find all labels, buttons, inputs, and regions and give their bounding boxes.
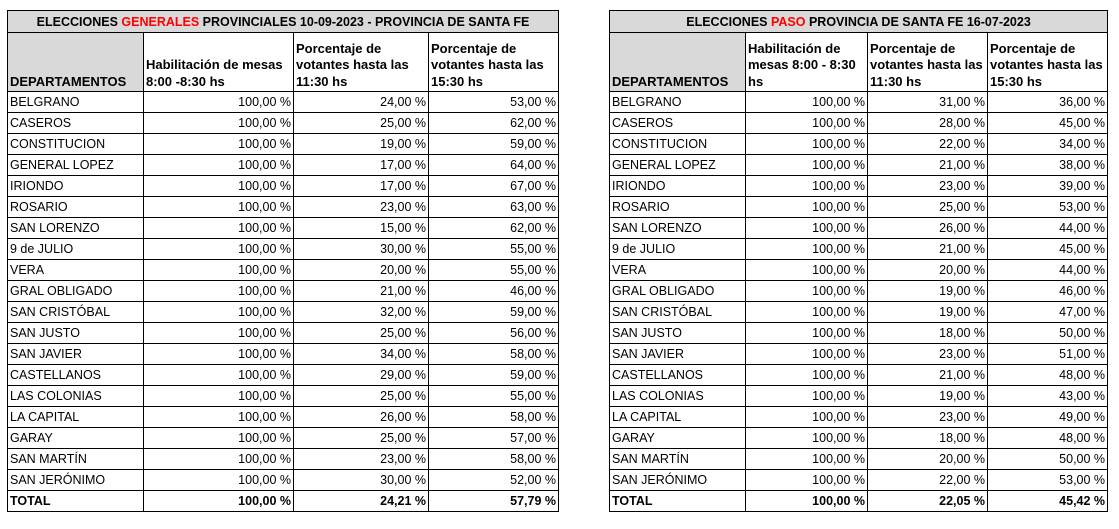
percent-cell: 17,00 %	[294, 155, 429, 176]
percent-cell: 23,00 %	[868, 344, 988, 365]
percent-cell: 48,00 %	[988, 428, 1108, 449]
percent-cell: 31,00 %	[868, 92, 988, 113]
percent-cell: 64,00 %	[429, 155, 559, 176]
col-header-votantes-1130: Porcentaje de votantes hasta las 11:30 hs	[294, 33, 429, 92]
generales-table	[7, 10, 559, 512]
departamento-cell: GARAY	[8, 428, 144, 449]
table-row	[610, 281, 1108, 302]
departamento-cell: VERA	[8, 260, 144, 281]
percent-cell: 100,00 %	[144, 407, 294, 428]
percent-cell: 50,00 %	[988, 323, 1108, 344]
col-header-habilitacion: Habilitación de mesas 8:00 -8:30 hs	[144, 33, 294, 92]
percent-cell: 25,00 %	[294, 113, 429, 134]
departamento-cell: SAN MARTÍN	[8, 449, 144, 470]
departamento-cell: GENERAL LOPEZ	[610, 155, 746, 176]
departamento-cell: LAS COLONIAS	[8, 386, 144, 407]
paso-highlight: PASO	[771, 14, 806, 29]
table-row	[8, 260, 559, 281]
percent-cell: 62,00 %	[429, 113, 559, 134]
percent-cell: 59,00 %	[429, 134, 559, 155]
departamento-cell: SAN LORENZO	[8, 218, 144, 239]
percent-cell: 39,00 %	[988, 176, 1108, 197]
table-row	[8, 407, 559, 428]
percent-cell: 100,00 %	[746, 239, 868, 260]
table-row	[8, 344, 559, 365]
percent-cell: 52,00 %	[429, 470, 559, 491]
percent-cell: 38,00 %	[988, 155, 1108, 176]
percent-cell: 100,00 %	[144, 155, 294, 176]
total-value: 45,42 %	[988, 491, 1108, 512]
departamento-cell: GRAL OBLIGADO	[610, 281, 746, 302]
percent-cell: 23,00 %	[868, 176, 988, 197]
percent-cell: 22,00 %	[868, 470, 988, 491]
percent-cell: 32,00 %	[294, 302, 429, 323]
percent-cell: 25,00 %	[294, 386, 429, 407]
percent-cell: 100,00 %	[144, 365, 294, 386]
percent-cell: 23,00 %	[868, 407, 988, 428]
percent-cell: 100,00 %	[144, 386, 294, 407]
percent-cell: 26,00 %	[294, 407, 429, 428]
table-row	[610, 428, 1108, 449]
departamento-cell: CASTELLANOS	[610, 365, 746, 386]
departamento-cell: LA CAPITAL	[610, 407, 746, 428]
percent-cell: 67,00 %	[429, 176, 559, 197]
percent-cell: 26,00 %	[868, 218, 988, 239]
table-row	[8, 92, 559, 113]
percent-cell: 44,00 %	[988, 260, 1108, 281]
departamento-cell: SAN LORENZO	[610, 218, 746, 239]
percent-cell: 100,00 %	[746, 197, 868, 218]
percent-cell: 59,00 %	[429, 365, 559, 386]
percent-cell: 55,00 %	[429, 239, 559, 260]
percent-cell: 53,00 %	[988, 197, 1108, 218]
percent-cell: 53,00 %	[429, 92, 559, 113]
departamento-cell: SAN JAVIER	[610, 344, 746, 365]
table-row	[8, 428, 559, 449]
percent-cell: 100,00 %	[144, 260, 294, 281]
col-header-departamentos: DEPARTAMENTOS	[610, 33, 746, 92]
percent-cell: 19,00 %	[868, 281, 988, 302]
table-row	[610, 113, 1108, 134]
table-row	[610, 197, 1108, 218]
table-row	[8, 239, 559, 260]
percent-cell: 44,00 %	[988, 218, 1108, 239]
percent-cell: 21,00 %	[294, 281, 429, 302]
percent-cell: 100,00 %	[746, 323, 868, 344]
percent-cell: 100,00 %	[746, 407, 868, 428]
percent-cell: 24,00 %	[294, 92, 429, 113]
total-label: TOTAL	[610, 491, 746, 512]
percent-cell: 62,00 %	[429, 218, 559, 239]
departamento-cell: GARAY	[610, 428, 746, 449]
percent-cell: 100,00 %	[746, 218, 868, 239]
total-row	[8, 491, 559, 512]
percent-cell: 100,00 %	[746, 113, 868, 134]
percent-cell: 19,00 %	[868, 302, 988, 323]
percent-cell: 100,00 %	[144, 113, 294, 134]
percent-cell: 15,00 %	[294, 218, 429, 239]
departamento-cell: BELGRANO	[8, 92, 144, 113]
col-header-votantes-1530: Porcentaje de votantes hasta las 15:30 hs	[988, 33, 1108, 92]
percent-cell: 100,00 %	[144, 176, 294, 197]
paso-title: ELECCIONES PASO PROVINCIA DE SANTA FE 16-07-2023	[610, 11, 1108, 33]
percent-cell: 25,00 %	[294, 323, 429, 344]
percent-cell: 53,00 %	[988, 470, 1108, 491]
col-header-votantes-1530: Porcentaje de votantes hasta las 15:30 hs	[429, 33, 559, 92]
percent-cell: 57,00 %	[429, 428, 559, 449]
percent-cell: 23,00 %	[294, 449, 429, 470]
percent-cell: 46,00 %	[429, 281, 559, 302]
table-row	[8, 197, 559, 218]
percent-cell: 21,00 %	[868, 155, 988, 176]
percent-cell: 20,00 %	[868, 449, 988, 470]
total-value: 24,21 %	[294, 491, 429, 512]
total-value: 22,05 %	[868, 491, 988, 512]
table-row	[8, 365, 559, 386]
percent-cell: 58,00 %	[429, 407, 559, 428]
percent-cell: 43,00 %	[988, 386, 1108, 407]
percent-cell: 100,00 %	[746, 176, 868, 197]
total-row	[610, 491, 1108, 512]
table-row	[610, 302, 1108, 323]
table-row	[8, 386, 559, 407]
total-label: TOTAL	[8, 491, 144, 512]
percent-cell: 21,00 %	[868, 365, 988, 386]
percent-cell: 100,00 %	[746, 386, 868, 407]
percent-cell: 58,00 %	[429, 344, 559, 365]
total-value: 100,00 %	[144, 491, 294, 512]
percent-cell: 100,00 %	[746, 365, 868, 386]
generales-title: ELECCIONES GENERALES PROVINCIALES 10-09-2023 - PROVINCIA DE SANTA FE	[8, 11, 559, 33]
percent-cell: 100,00 %	[746, 92, 868, 113]
table-row	[8, 323, 559, 344]
table-row	[610, 134, 1108, 155]
percent-cell: 100,00 %	[746, 281, 868, 302]
table-row	[610, 449, 1108, 470]
percent-cell: 56,00 %	[429, 323, 559, 344]
table-row	[8, 218, 559, 239]
total-value: 100,00 %	[746, 491, 868, 512]
percent-cell: 100,00 %	[144, 470, 294, 491]
table-row	[610, 323, 1108, 344]
table-row	[8, 176, 559, 197]
percent-cell: 17,00 %	[294, 176, 429, 197]
percent-cell: 19,00 %	[868, 386, 988, 407]
departamento-cell: VERA	[610, 260, 746, 281]
percent-cell: 100,00 %	[746, 470, 868, 491]
departamento-cell: SAN CRISTÓBAL	[8, 302, 144, 323]
generales-highlight: GENERALES	[121, 14, 200, 29]
total-value: 57,79 %	[429, 491, 559, 512]
percent-cell: 36,00 %	[988, 92, 1108, 113]
departamento-cell: 9 de JULIO	[8, 239, 144, 260]
percent-cell: 100,00 %	[746, 449, 868, 470]
table-row	[610, 344, 1108, 365]
col-header-departamentos: DEPARTAMENTOS	[8, 33, 144, 92]
table-row	[8, 449, 559, 470]
percent-cell: 45,00 %	[988, 113, 1108, 134]
percent-cell: 30,00 %	[294, 239, 429, 260]
paso-table	[609, 10, 1108, 512]
percent-cell: 28,00 %	[868, 113, 988, 134]
percent-cell: 20,00 %	[294, 260, 429, 281]
table-row	[8, 134, 559, 155]
percent-cell: 25,00 %	[294, 428, 429, 449]
departamento-cell: ROSARIO	[8, 197, 144, 218]
percent-cell: 46,00 %	[988, 281, 1108, 302]
percent-cell: 100,00 %	[144, 197, 294, 218]
departamento-cell: IRIONDO	[610, 176, 746, 197]
percent-cell: 100,00 %	[746, 260, 868, 281]
percent-cell: 51,00 %	[988, 344, 1108, 365]
table-row	[610, 407, 1108, 428]
table-row	[8, 470, 559, 491]
percent-cell: 100,00 %	[144, 344, 294, 365]
table-row	[610, 365, 1108, 386]
percent-cell: 100,00 %	[746, 344, 868, 365]
table-row	[8, 113, 559, 134]
percent-cell: 22,00 %	[868, 134, 988, 155]
percent-cell: 49,00 %	[988, 407, 1108, 428]
percent-cell: 25,00 %	[868, 197, 988, 218]
percent-cell: 29,00 %	[294, 365, 429, 386]
departamento-cell: GRAL OBLIGADO	[8, 281, 144, 302]
percent-cell: 100,00 %	[144, 428, 294, 449]
departamento-cell: BELGRANO	[610, 92, 746, 113]
percent-cell: 100,00 %	[144, 449, 294, 470]
departamento-cell: SAN JERÓNIMO	[610, 470, 746, 491]
percent-cell: 100,00 %	[144, 302, 294, 323]
departamento-cell: GENERAL LOPEZ	[8, 155, 144, 176]
percent-cell: 100,00 %	[144, 92, 294, 113]
departamento-cell: CASEROS	[8, 113, 144, 134]
percent-cell: 100,00 %	[746, 155, 868, 176]
percent-cell: 18,00 %	[868, 428, 988, 449]
percent-cell: 34,00 %	[988, 134, 1108, 155]
departamento-cell: LA CAPITAL	[8, 407, 144, 428]
departamento-cell: ROSARIO	[610, 197, 746, 218]
percent-cell: 50,00 %	[988, 449, 1108, 470]
table-row	[610, 92, 1108, 113]
table-row	[8, 155, 559, 176]
departamento-cell: CASTELLANOS	[8, 365, 144, 386]
percent-cell: 100,00 %	[144, 134, 294, 155]
col-header-votantes-1130: Porcentaje de votantes hasta las 11:30 hs	[868, 33, 988, 92]
table-row	[610, 260, 1108, 281]
percent-cell: 59,00 %	[429, 302, 559, 323]
table-row	[8, 281, 559, 302]
percent-cell: 55,00 %	[429, 260, 559, 281]
percent-cell: 55,00 %	[429, 386, 559, 407]
percent-cell: 45,00 %	[988, 239, 1108, 260]
departamento-cell: SAN CRISTÓBAL	[610, 302, 746, 323]
percent-cell: 47,00 %	[988, 302, 1108, 323]
departamento-cell: CONSTITUCION	[610, 134, 746, 155]
percent-cell: 18,00 %	[868, 323, 988, 344]
percent-cell: 100,00 %	[144, 218, 294, 239]
departamento-cell: SAN JAVIER	[8, 344, 144, 365]
table-row	[610, 239, 1108, 260]
table-row	[8, 302, 559, 323]
percent-cell: 100,00 %	[144, 323, 294, 344]
percent-cell: 63,00 %	[429, 197, 559, 218]
departamento-cell: SAN JERÓNIMO	[8, 470, 144, 491]
departamento-cell: LAS COLONIAS	[610, 386, 746, 407]
percent-cell: 19,00 %	[294, 134, 429, 155]
percent-cell: 23,00 %	[294, 197, 429, 218]
percent-cell: 48,00 %	[988, 365, 1108, 386]
table-row	[610, 176, 1108, 197]
departamento-cell: 9 de JULIO	[610, 239, 746, 260]
percent-cell: 100,00 %	[144, 239, 294, 260]
percent-cell: 20,00 %	[868, 260, 988, 281]
table-row	[610, 155, 1108, 176]
departamento-cell: SAN MARTÍN	[610, 449, 746, 470]
percent-cell: 100,00 %	[746, 134, 868, 155]
table-row	[610, 218, 1108, 239]
table-row	[610, 386, 1108, 407]
table-row	[610, 470, 1108, 491]
departamento-cell: CONSTITUCION	[8, 134, 144, 155]
percent-cell: 34,00 %	[294, 344, 429, 365]
departamento-cell: CASEROS	[610, 113, 746, 134]
departamento-cell: IRIONDO	[8, 176, 144, 197]
percent-cell: 58,00 %	[429, 449, 559, 470]
percent-cell: 30,00 %	[294, 470, 429, 491]
departamento-cell: SAN JUSTO	[8, 323, 144, 344]
col-header-habilitacion: Habilitación de mesas 8:00 - 8:30 hs	[746, 33, 868, 92]
percent-cell: 100,00 %	[144, 281, 294, 302]
percent-cell: 21,00 %	[868, 239, 988, 260]
percent-cell: 100,00 %	[746, 302, 868, 323]
percent-cell: 100,00 %	[746, 428, 868, 449]
departamento-cell: SAN JUSTO	[610, 323, 746, 344]
